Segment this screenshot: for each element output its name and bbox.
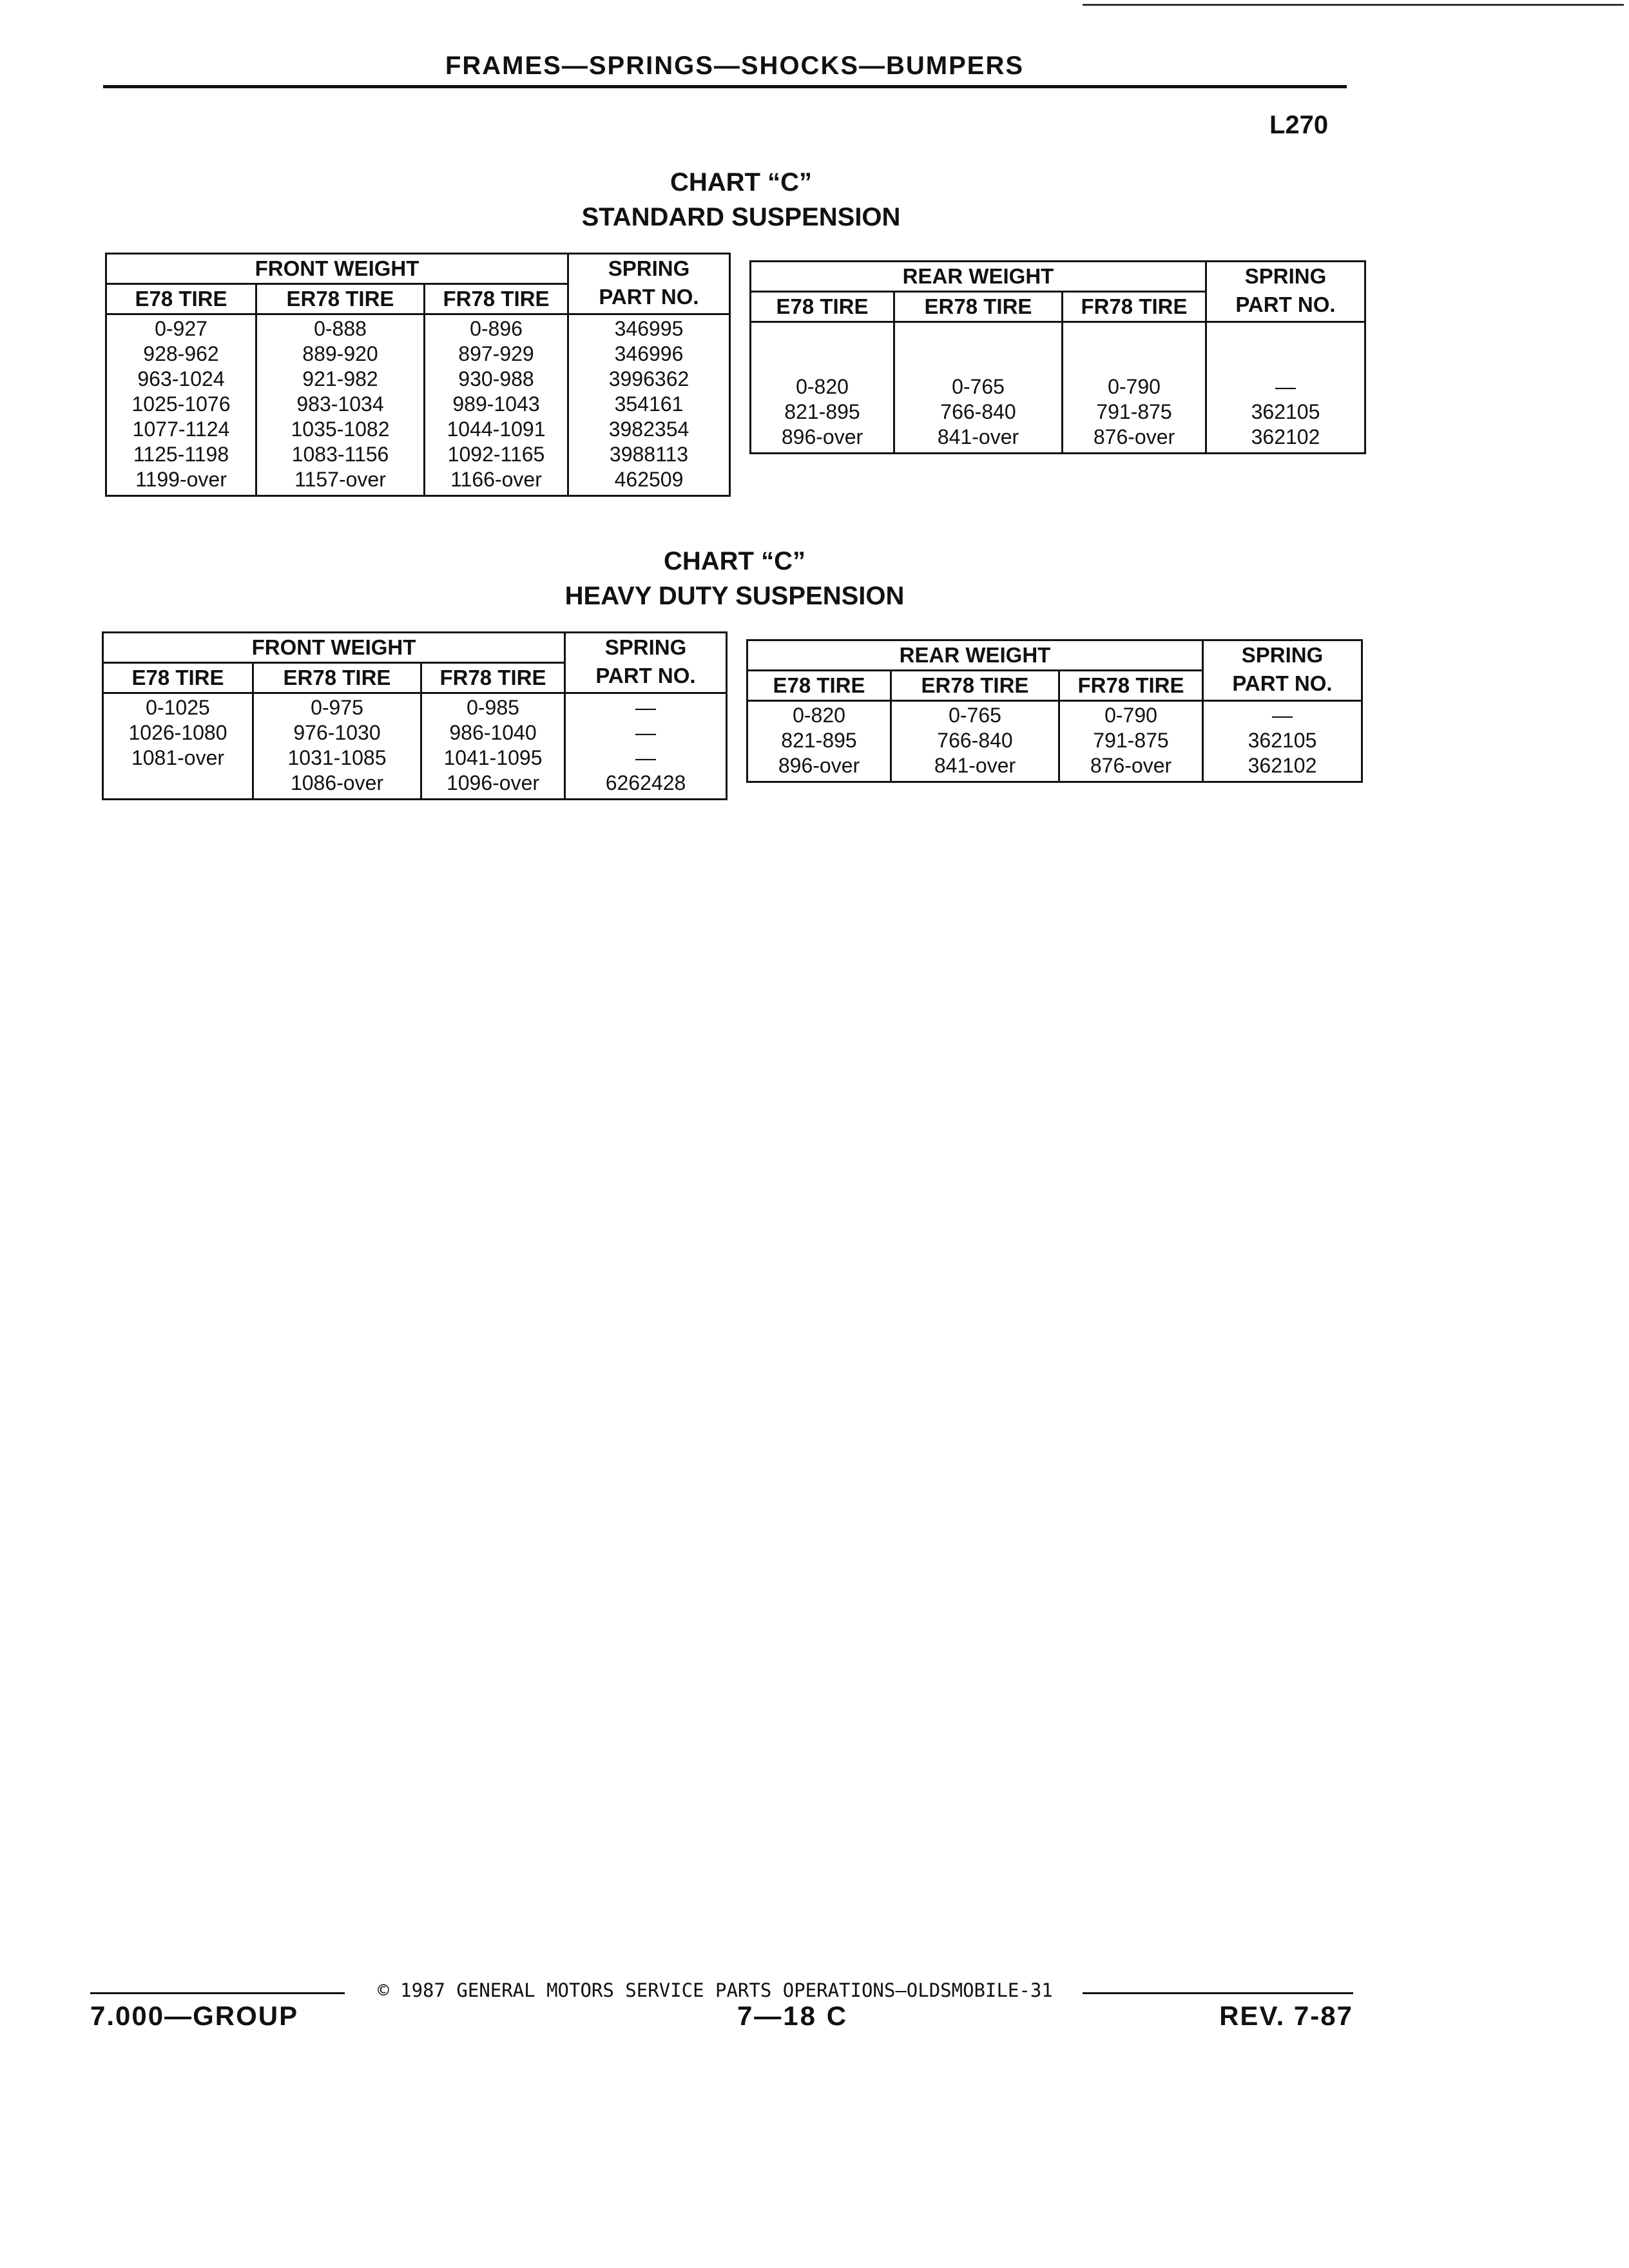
standard-front-e78-header: E78 TIRE bbox=[106, 284, 256, 314]
table-cell: 0-1025 bbox=[146, 696, 210, 719]
heavy-chart-title bbox=[445, 544, 1025, 613]
heavy-front-fr78-col bbox=[421, 693, 565, 800]
table-cell: 1081-over bbox=[131, 746, 225, 769]
table-cell bbox=[1067, 349, 1201, 374]
heavy-front-fr78-header: FR78 TIRE bbox=[421, 663, 565, 693]
table-cell: 841-over bbox=[934, 754, 1016, 777]
standard-front-table bbox=[105, 253, 731, 497]
table-cell: 1157-over bbox=[294, 468, 386, 491]
footer-page-number: 7—18 C bbox=[737, 2001, 849, 2031]
table-cell: — bbox=[635, 696, 656, 719]
heavy-front-e78-header: E78 TIRE bbox=[103, 663, 253, 693]
heavy-front-spring-header: SPRING PART NO. bbox=[565, 633, 727, 693]
table-cell: 354161 bbox=[614, 392, 684, 416]
standard-rear-table bbox=[749, 260, 1366, 454]
table-cell: 1166-over bbox=[450, 468, 542, 491]
heavy-rear-weight-header: REAR WEIGHT bbox=[747, 640, 1203, 671]
standard-rear-weight-header: REAR WEIGHT bbox=[751, 262, 1206, 292]
footer-copyright: © 1987 GENERAL MOTORS SERVICE PARTS OPERATIONS—OLDSMOBILE-31 bbox=[378, 1979, 1053, 2001]
standard-rear-er78-header: ER78 TIRE bbox=[894, 292, 1063, 322]
heavy-front-er78-col bbox=[253, 693, 421, 800]
standard-front-e78-col bbox=[106, 314, 256, 496]
table-cell: 976-1030 bbox=[293, 721, 381, 744]
table-cell: 889-920 bbox=[302, 342, 378, 365]
table-cell bbox=[755, 324, 889, 349]
table-cell bbox=[1067, 324, 1201, 349]
standard-front-er78-header: ER78 TIRE bbox=[256, 284, 425, 314]
heavy-rear-part-col bbox=[1203, 701, 1362, 782]
heavy-rear-e78-col bbox=[747, 701, 891, 782]
table-cell: 3988113 bbox=[609, 443, 689, 466]
standard-title-line2: STANDARD SUSPENSION bbox=[581, 203, 901, 231]
heavy-front-er78-header: ER78 TIRE bbox=[253, 663, 421, 693]
page-title: FRAMES—SPRINGS—SHOCKS—BUMPERS bbox=[445, 52, 1025, 80]
table-cell: 821-895 bbox=[784, 400, 860, 423]
table-cell: 791-875 bbox=[1096, 400, 1172, 423]
table-cell: — bbox=[1272, 704, 1293, 727]
table-cell: 362102 bbox=[1251, 425, 1320, 448]
table-cell: 362105 bbox=[1248, 729, 1317, 752]
table-cell: 963-1024 bbox=[137, 367, 225, 390]
table-cell: 1026-1080 bbox=[128, 721, 227, 744]
table-cell: 1096-over bbox=[446, 771, 540, 794]
heavy-front-e78-col bbox=[103, 693, 253, 800]
table-cell: 1199-over bbox=[135, 468, 227, 491]
standard-title-line1: CHART “C” bbox=[670, 168, 812, 197]
table-cell bbox=[1211, 349, 1360, 374]
standard-front-spring-header: SPRING PART NO. bbox=[568, 254, 730, 314]
table-cell: 1083-1156 bbox=[291, 443, 389, 466]
heavy-front-table bbox=[102, 631, 728, 800]
heavy-rear-table bbox=[746, 639, 1363, 783]
heavy-rear-er78-header: ER78 TIRE bbox=[891, 671, 1059, 701]
table-cell: — bbox=[1275, 375, 1296, 398]
standard-front-weight-header: FRONT WEIGHT bbox=[106, 254, 568, 284]
table-cell: 0-927 bbox=[155, 317, 207, 340]
table-cell: 1035-1082 bbox=[291, 418, 390, 441]
heavy-rear-spring-header: SPRING PART NO. bbox=[1203, 640, 1362, 701]
table-cell: 0-820 bbox=[793, 704, 845, 727]
table-cell: 0-790 bbox=[1108, 375, 1161, 398]
table-cell: 346995 bbox=[614, 317, 684, 340]
table-cell bbox=[1211, 324, 1360, 349]
table-cell: 0-888 bbox=[314, 317, 367, 340]
table-cell: 3996362 bbox=[608, 367, 689, 390]
table-cell: 362102 bbox=[1248, 754, 1317, 777]
header-rule bbox=[103, 85, 1347, 88]
table-cell bbox=[108, 771, 248, 796]
heavy-front-weight-header: FRONT WEIGHT bbox=[103, 633, 565, 663]
table-cell bbox=[755, 349, 889, 374]
table-cell: 876-over bbox=[1090, 754, 1172, 777]
table-cell: 896-over bbox=[778, 754, 860, 777]
table-cell: — bbox=[635, 721, 656, 744]
table-cell: 983-1034 bbox=[296, 392, 384, 416]
standard-chart-title bbox=[451, 165, 1031, 235]
table-cell bbox=[899, 349, 1057, 374]
table-cell: 1044-1091 bbox=[447, 418, 546, 441]
table-cell: 1077-1124 bbox=[132, 418, 230, 441]
table-cell: 346996 bbox=[614, 342, 684, 365]
table-cell: 362105 bbox=[1251, 400, 1320, 423]
standard-front-er78-col bbox=[256, 314, 425, 496]
page-code: L270 bbox=[1269, 111, 1329, 139]
heavy-rear-fr78-col bbox=[1059, 701, 1203, 782]
top-edge-line bbox=[1083, 4, 1624, 6]
footer-revision: REV. 7-87 bbox=[1219, 2001, 1353, 2031]
table-cell: 791-875 bbox=[1093, 729, 1169, 752]
heavy-title-line1: CHART “C” bbox=[664, 547, 805, 575]
table-cell: 1092-1165 bbox=[447, 443, 545, 466]
table-cell: 897-929 bbox=[458, 342, 534, 365]
standard-rear-spring-header: SPRING PART NO. bbox=[1206, 262, 1365, 322]
table-cell: 821-895 bbox=[781, 729, 857, 752]
table-cell: 876-over bbox=[1093, 425, 1175, 448]
heavy-rear-fr78-header: FR78 TIRE bbox=[1059, 671, 1203, 701]
standard-rear-e78-header: E78 TIRE bbox=[751, 292, 894, 322]
table-cell: 766-840 bbox=[940, 400, 1016, 423]
heavy-rear-er78-col bbox=[891, 701, 1059, 782]
table-cell: 1041-1095 bbox=[443, 746, 543, 769]
table-cell: 0-765 bbox=[949, 704, 1001, 727]
standard-rear-er78-col bbox=[894, 322, 1063, 454]
standard-front-fr78-col bbox=[425, 314, 568, 496]
table-cell: 1125-1198 bbox=[133, 443, 229, 466]
table-cell: 0-896 bbox=[470, 317, 523, 340]
standard-front-part-col bbox=[568, 314, 730, 496]
table-cell: 462509 bbox=[614, 468, 684, 491]
standard-front-fr78-header: FR78 TIRE bbox=[425, 284, 568, 314]
table-cell: 766-840 bbox=[937, 729, 1013, 752]
table-cell: 0-975 bbox=[311, 696, 363, 719]
standard-rear-e78-col bbox=[751, 322, 894, 454]
table-cell: 0-985 bbox=[467, 696, 519, 719]
table-cell: 841-over bbox=[937, 425, 1019, 448]
table-cell bbox=[899, 324, 1057, 349]
table-cell: 921-982 bbox=[302, 367, 378, 390]
table-cell: 3982354 bbox=[608, 418, 689, 441]
table-cell: 0-765 bbox=[952, 375, 1005, 398]
heavy-rear-e78-header: E78 TIRE bbox=[747, 671, 891, 701]
footer-group: 7.000—GROUP bbox=[90, 2001, 299, 2031]
table-cell: 1086-over bbox=[290, 771, 384, 794]
standard-rear-part-col bbox=[1206, 322, 1365, 454]
table-cell: — bbox=[635, 746, 656, 769]
table-cell: 6262428 bbox=[605, 771, 686, 794]
heavy-front-part-col bbox=[565, 693, 727, 800]
table-cell: 0-820 bbox=[796, 375, 849, 398]
table-cell: 1025-1076 bbox=[131, 392, 231, 416]
table-cell: 989-1043 bbox=[452, 392, 540, 416]
standard-rear-fr78-header: FR78 TIRE bbox=[1063, 292, 1206, 322]
table-cell: 986-1040 bbox=[449, 721, 537, 744]
table-cell: 930-988 bbox=[458, 367, 534, 390]
table-cell: 896-over bbox=[781, 425, 863, 448]
footer-rule-right bbox=[1083, 1992, 1353, 1994]
table-cell: 928-962 bbox=[143, 342, 219, 365]
heavy-title-line2: HEAVY DUTY SUSPENSION bbox=[564, 582, 905, 610]
table-cell: 0-790 bbox=[1104, 704, 1157, 727]
standard-rear-fr78-col bbox=[1063, 322, 1206, 454]
footer-rule-left bbox=[90, 1992, 345, 1994]
table-cell: 1031-1085 bbox=[287, 746, 387, 769]
